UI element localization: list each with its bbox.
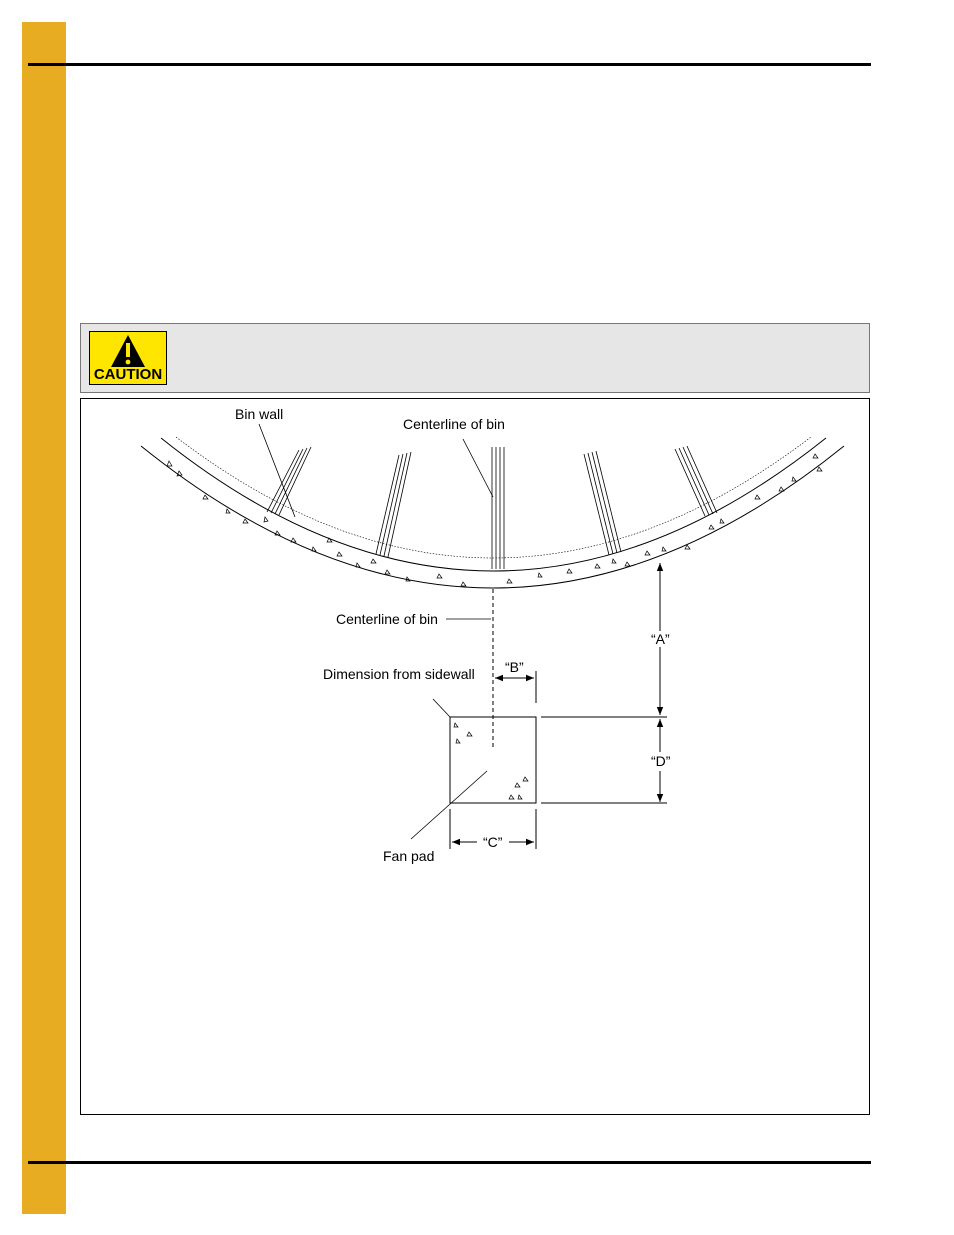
- warning-triangle-icon: [110, 334, 146, 368]
- dim-c-label: “C”: [483, 834, 503, 850]
- caution-label: CAUTION: [93, 366, 163, 383]
- header-rule: [28, 63, 871, 66]
- bin-outer-arc: [141, 446, 844, 588]
- dimension-lines: [450, 563, 667, 849]
- centerline-top-label: Centerline of bin: [403, 416, 505, 432]
- side-color-bar: [22, 22, 66, 1214]
- leader-lines: [259, 424, 493, 839]
- concrete-texture: [167, 454, 822, 586]
- caution-sign: [89, 331, 167, 385]
- centerline-mid-label: Centerline of bin: [336, 611, 438, 627]
- dim-b-label: “B”: [505, 659, 524, 675]
- bin-wall-label: Bin wall: [235, 406, 284, 422]
- fan-pad-texture: [454, 723, 528, 799]
- diagram-drawing: [81, 399, 869, 1114]
- dim-d-label: “D”: [651, 753, 671, 769]
- floor-supports: [267, 446, 717, 569]
- fan-pad-diagram: [80, 398, 870, 1115]
- dim-a-label: “A”: [651, 631, 670, 647]
- fan-pad-label: Fan pad: [383, 848, 435, 864]
- bin-wall-arcs: [141, 437, 844, 588]
- dimension-from-sidewall-label: Dimension from sidewall: [323, 666, 475, 682]
- caution-box: [80, 323, 870, 393]
- footer-rule: [28, 1161, 871, 1164]
- bin-inner-arc: [161, 438, 826, 571]
